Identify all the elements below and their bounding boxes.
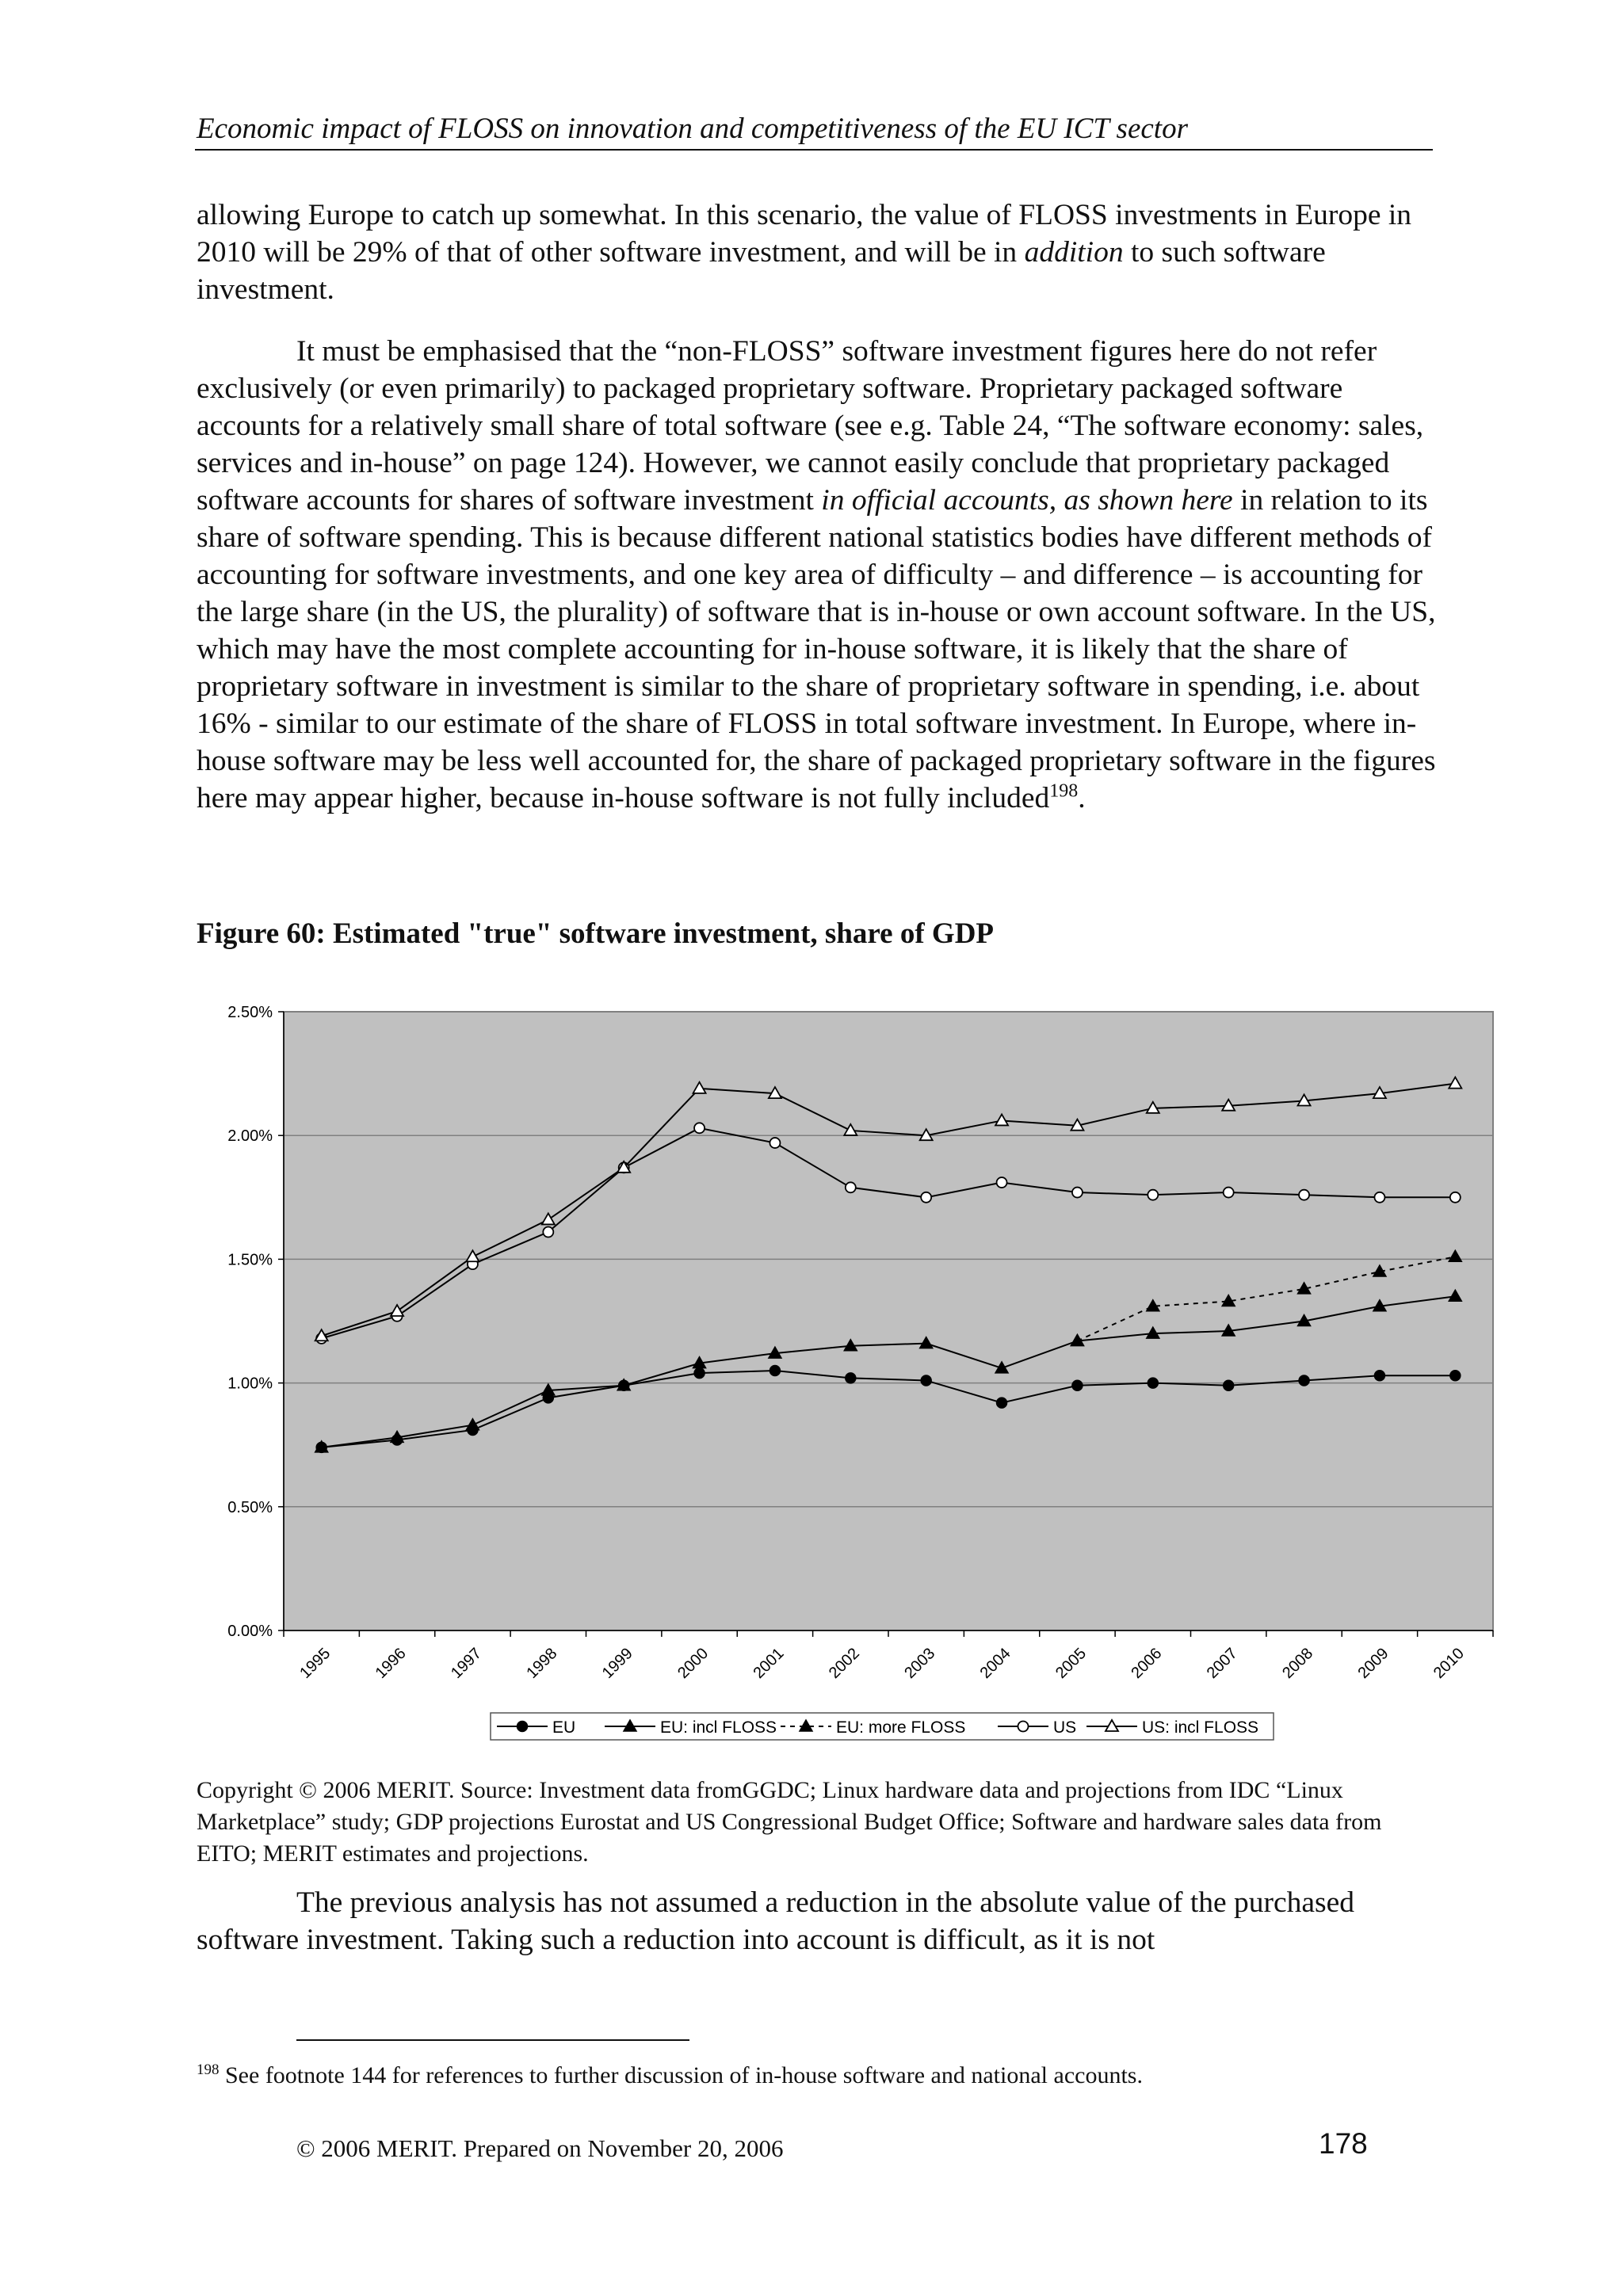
legend-marker: [517, 1722, 528, 1732]
x-tick-label: 1998: [523, 1644, 561, 1683]
x-tick-label: 2004: [976, 1644, 1014, 1683]
figure-title: Figure 60: Estimated "true" software investment, share of GDP: [197, 917, 995, 950]
data-point: [1299, 1190, 1309, 1200]
data-point: [1374, 1192, 1384, 1203]
x-tick-label: 1997: [447, 1644, 485, 1683]
legend-label: EU: incl FLOSS: [660, 1718, 777, 1737]
y-tick-label: 1.50%: [227, 1251, 273, 1269]
data-point: [1148, 1378, 1158, 1388]
header-rule: [195, 149, 1433, 151]
page-footer: © 2006 MERIT. Prepared on November 20, 2006: [296, 2134, 784, 2162]
footnote-separator: [296, 2039, 689, 2041]
x-tick-label: 1995: [296, 1644, 334, 1683]
x-tick-label: 2009: [1354, 1644, 1392, 1683]
data-point: [846, 1373, 856, 1383]
legend-marker: [1018, 1722, 1029, 1732]
running-header: Economic impact of FLOSS on innovation and competitiveness of the EU ICT sector: [197, 113, 1188, 145]
legend-label: US: [1053, 1718, 1077, 1737]
y-tick-label: 1.00%: [227, 1375, 273, 1393]
y-tick-label: 2.00%: [227, 1127, 273, 1146]
data-point: [543, 1227, 553, 1238]
footnote-reference[interactable]: 198: [1049, 780, 1079, 802]
paragraph-2-text: It must be emphasised that the “non-FLOSS” software investment figures here do not refer exclusively (or even primarily) to packaged proprietary software. Proprietary packaged software accounts for a relatively small share of total software (see e.g. Table 24, “The software economy: sales, services and in-house” on page 124). However, we cannot easily conclude that proprietary packaged software accounts for shares of software investment: [197, 335, 1424, 517]
footnote-text: See footnote 144 for references to further discussion of in-house software and national accounts.: [219, 2062, 1143, 2088]
paragraph-1-text: allowing Europe to catch up somewhat. In this scenario, the value of FLOSS investments in Europe in 2010 will be 29% of that of other software investment, and will be in: [197, 199, 1412, 269]
data-point: [1374, 1371, 1384, 1381]
legend-label: US: incl FLOSS: [1142, 1718, 1259, 1737]
data-point: [694, 1123, 705, 1133]
x-tick-label: 1996: [372, 1644, 410, 1683]
y-tick-label: 2.50%: [227, 1004, 273, 1021]
data-point: [694, 1368, 705, 1379]
data-point: [769, 1365, 780, 1375]
legend-label: EU: [552, 1718, 576, 1737]
footnote-number: 198: [197, 2061, 220, 2078]
paragraph-2: [197, 333, 1441, 817]
x-tick-label: 2000: [674, 1644, 712, 1683]
data-point: [997, 1177, 1007, 1188]
x-tick-label: 2008: [1279, 1644, 1317, 1683]
legend-label: EU: more FLOSS: [836, 1718, 966, 1737]
data-point: [1148, 1190, 1158, 1200]
legend: [491, 1713, 1274, 1740]
paragraph-1-text-end: to such software investment.: [197, 236, 1326, 306]
data-point: [1450, 1192, 1461, 1203]
x-tick-label: 2010: [1430, 1644, 1468, 1683]
data-point: [1450, 1371, 1461, 1381]
chart-container: [197, 978, 1512, 1763]
y-tick-label: 0.00%: [227, 1623, 273, 1640]
data-point: [921, 1375, 931, 1386]
x-tick-label: 2003: [901, 1644, 939, 1683]
paragraph-2-italic: in official accounts, as shown here: [821, 484, 1233, 517]
x-tick-label: 2006: [1128, 1644, 1166, 1683]
paragraph-1-italic: addition: [1024, 236, 1124, 269]
paragraph-2-period: .: [1078, 782, 1086, 814]
data-point: [1224, 1188, 1234, 1198]
data-point: [1299, 1375, 1309, 1386]
paragraph-3: The previous analysis has not assumed a reduction in the absolute value of the purchased software investment. Taking such a reduction into account is difficult, as it is not: [197, 1886, 1355, 1956]
paragraph-2-text-end: in relation to its share of software spending. This is because different national statistics bodies have different methods of accounting for software investments, and one key area of difficulty – and difference – is accounting for the large share (in the US, the plurality) of software that is in-house or own account software. In the US, which may have the most complete accounting for in-house software, it is likely that the share of proprietary software in investment is similar to the share of proprietary software in spending, i.e. about 16% - similar to our estimate of the share of FLOSS in total software investment. In Europe, where in-house software may be less well accounted for, the share of packaged proprietary software in the figures here may appear higher, because in-house software is not fully included: [197, 484, 1436, 814]
data-point: [1072, 1188, 1083, 1198]
x-tick-label: 2005: [1052, 1644, 1090, 1683]
line-chart: [197, 978, 1512, 1763]
figure-caption: Copyright © 2006 MERIT. Source: Investment data fromGGDC; Linux hardware data and projections from IDC “Linux Marketplace” study; GDP projections Eurostat and US Congressional Budget Office; Software and hardware sales data from EITO; MERIT estimates and projections.: [197, 1777, 1382, 1867]
data-point: [1224, 1380, 1234, 1390]
data-point: [769, 1138, 780, 1148]
y-tick-label: 0.50%: [227, 1498, 273, 1516]
data-point: [997, 1398, 1007, 1408]
paragraph-1: [197, 196, 1441, 308]
plot-area: [284, 1012, 1493, 1630]
footnote: [197, 2060, 1143, 2092]
x-tick-label: 2001: [750, 1644, 788, 1683]
x-tick-label: 2002: [825, 1644, 863, 1683]
x-tick-label: 1999: [598, 1644, 636, 1683]
page-number: 178: [1319, 2127, 1368, 2160]
data-point: [846, 1182, 856, 1192]
x-tick-label: 2007: [1203, 1644, 1241, 1683]
data-point: [1072, 1380, 1083, 1390]
data-point: [921, 1192, 931, 1203]
